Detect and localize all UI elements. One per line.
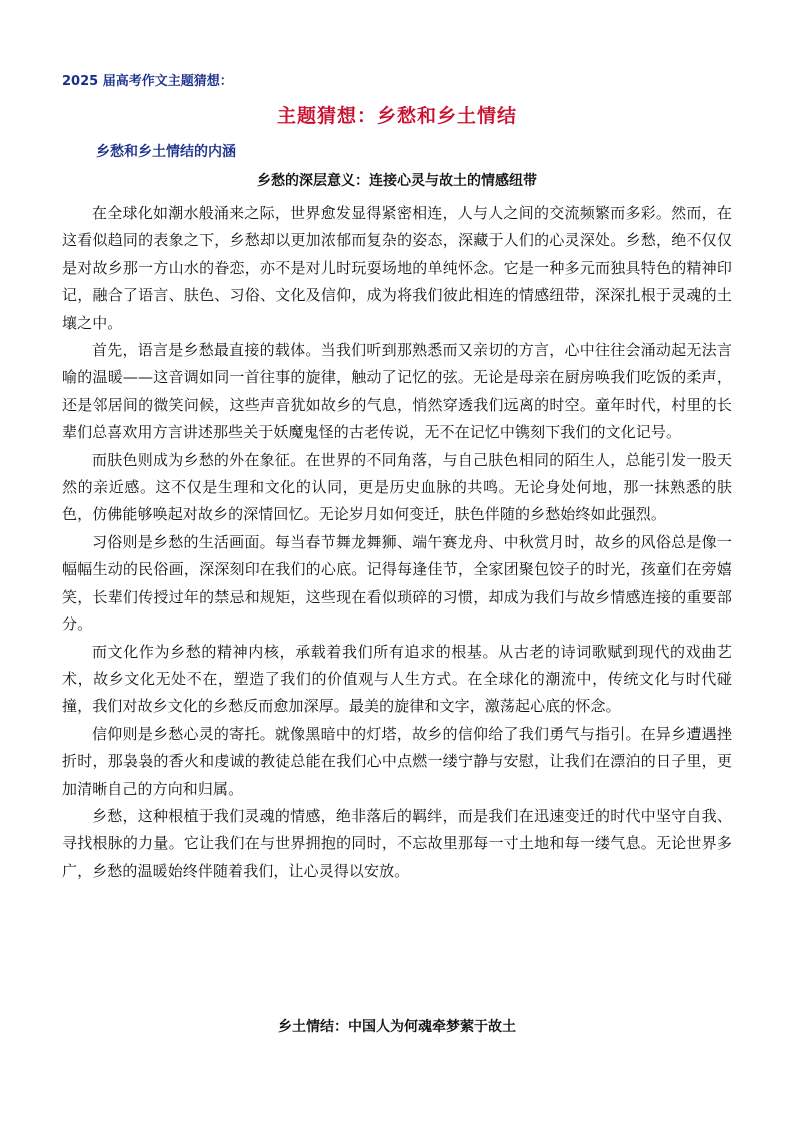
paragraph: 信仰则是乡愁心灵的寄托。就像黑暗中的灯塔，故乡的信仰给了我们勇气与指引。在异乡遭遇挫折时，那袅袅的香火和虔诚的教徒总能在我们心中点燃一缕宁静与安慰，让我们在漂泊的日子里，更加清晰自己的方向和归属。 [62, 724, 732, 798]
page-title: 主题猜想：乡愁和乡土情结 [276, 105, 517, 127]
section-title: 乡愁和乡土情结的内涵 [96, 144, 236, 160]
paragraph: 首先，语言是乡愁最直接的载体。当我们听到那熟悉而又亲切的方言，心中往往会涌动起无法言喻的温暖——这音调如同一首往事的旋律，触动了记忆的弦。无论是母亲在厨房唤我们吃饭的柔声，还是邻居间的微笑问候，这些声音犹如故乡的气息，悄然穿透我们远离的时空。童年时代，村里的长辈们总喜欢用方言讲述那些关于妖魔鬼怪的古老传说，无不在记忆中镌刻下我们的文化记号。 [62, 341, 732, 442]
article-body [62, 200, 732, 885]
paragraph: 乡愁，这种根植于我们灵魂的情感，绝非落后的羁绊，而是我们在迅速变迁的时代中坚守自我、寻找根脉的力量。它让我们在与世界拥抱的同时，不忘故里那每一寸土地和每一缕气息。无论世界多广，乡愁的温暖始终伴随着我们，让心灵得以安放。 [62, 806, 732, 880]
paragraph: 而肤色则成为乡愁的外在象征。在世界的不同角落，与自己肤色相同的陌生人，总能引发一股天然的亲近感。这不仅是生理和文化的认同，更是历史血脉的共鸣。无论身处何地，那一抹熟悉的肤色，仿佛能够唤起对故乡的深情回忆。无论岁月如何变迁，肤色伴随的乡愁始终如此强烈。 [62, 450, 732, 524]
paragraph: 在全球化如潮水般涌来之际，世界愈发显得紧密相连，人与人之间的交流频繁而多彩。然而，在这看似趋同的表象之下，乡愁却以更加浓郁而复杂的姿态，深藏于人们的心灵深处。乡愁，绝不仅仅是对故乡那一方山水的眷恋，亦不是对儿时玩耍场地的单纯怀念。它是一种多元而独具特色的精神印记，融合了语言、肤色、习俗、文化及信仰，成为将我们彼此相连的情感纽带，深深扎根于灵魂的土壤之中。 [62, 204, 732, 332]
subheading-native-soil: 乡土情结：中国人为何魂牵梦萦于故土 [278, 1019, 516, 1035]
subheading-deep-meaning: 乡愁的深层意义：连接心灵与故土的情感纽带 [257, 173, 537, 189]
paragraph: 而文化作为乡愁的精神内核，承载着我们所有追求的根基。从古老的诗词歌赋到现代的戏曲艺术，故乡文化无处不在，塑造了我们的价值观与人生方式。在全球化的潮流中，传统文化与时代碰撞，我们对故乡文化的乡愁反而愈加深厚。最美的旋律和文字，激荡起心底的怀念。 [62, 642, 732, 716]
paragraph: 习俗则是乡愁的生活画面。每当春节舞龙舞狮、端午赛龙舟、中秋赏月时，故乡的风俗总是像一幅幅生动的民俗画，深深刻印在我们的心底。记得每逢佳节，全家团聚包饺子的时光，孩童们在旁嬉笑，长辈们传授过年的禁忌和规矩，这些现在看似琐碎的习惯，却成为我们与故乡情感连接的重要部分。 [62, 532, 732, 634]
header-label: 2025 届高考作文主题猜想： [62, 74, 233, 89]
